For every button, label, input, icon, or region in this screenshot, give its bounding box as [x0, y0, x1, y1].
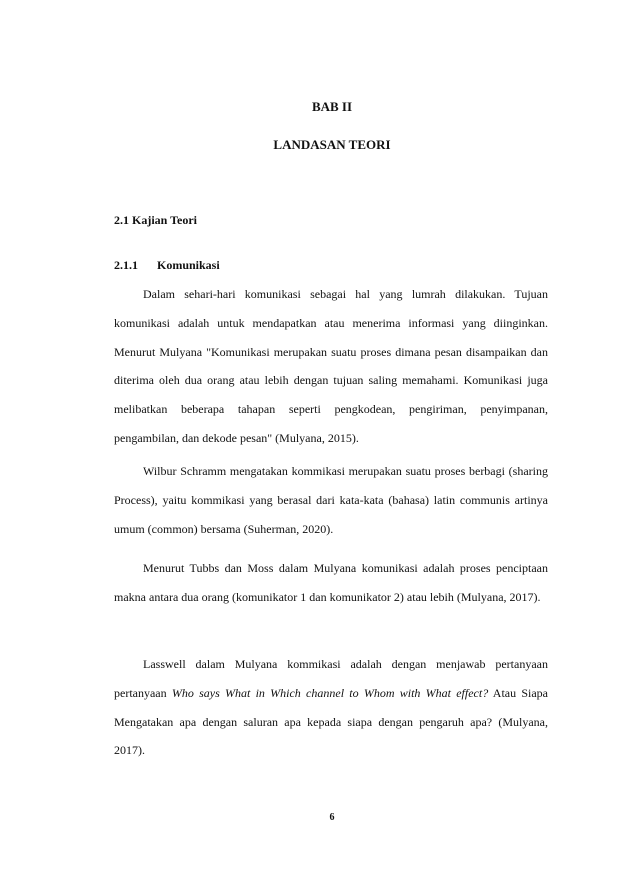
- paragraph-3: Menurut Tubbs dan Moss dalam Mulyana komunikasi adalah proses penciptaan makna antara dua orang (komunikator 1 dan komunikator 2) atau lebih (Mulyana, 2017).: [114, 561, 548, 604]
- section-heading: 2.1 Kajian Teori: [114, 213, 198, 227]
- paragraph-4-italic-question: Who says What in Which channel to Whom with What effect?: [171, 685, 489, 700]
- paragraph-4: [114, 650, 548, 765]
- subsection-number: 2.1.1: [114, 258, 138, 272]
- subsection-heading: [114, 258, 220, 273]
- paragraph-2: Wilbur Schramm mengatakan kommikasi merupakan suatu proses berbagi (sharing Process), yaitu kommikasi yang berasal dari kata-kata (bahasa) latin communis artinya umum (common) bersama (Suherman, 2020).: [114, 464, 548, 536]
- paragraph-4-text-end: Atau Siapa Mengatakan apa dengan saluran apa kepada siapa dengan pengaruh apa? (Mulyana, 2017).: [114, 685, 549, 758]
- page-number: 6: [329, 812, 335, 823]
- paragraph-1: Dalam sehari-hari komunikasi sebagai hal yang lumrah dilakukan. Tujuan komunikasi adalah untuk mendapatkan atau menerima informasi yang diinginkan. Menurut Mulyana "Komunikasi merupakan suatu proses dimana pesan disampaikan dan diterima oleh dua orang atau lebih dengan tujuan saling memahami. Komunikasi juga melibatkan beberapa tahapan seperti pengkodean, pengiriman, penyimpanan, pengambilan, dan dekode pesan" (Mulyana, 2015).: [114, 287, 548, 445]
- subsection-title: Komunikasi: [157, 258, 220, 272]
- paragraph-4-text-start: Lasswell dalam Mulyana kommikasi adalah dengan menjawab pertanyaan pertanyaan: [114, 657, 548, 700]
- chapter-number: BAB II: [311, 99, 353, 114]
- chapter-title: LANDASAN TEORI: [273, 137, 391, 152]
